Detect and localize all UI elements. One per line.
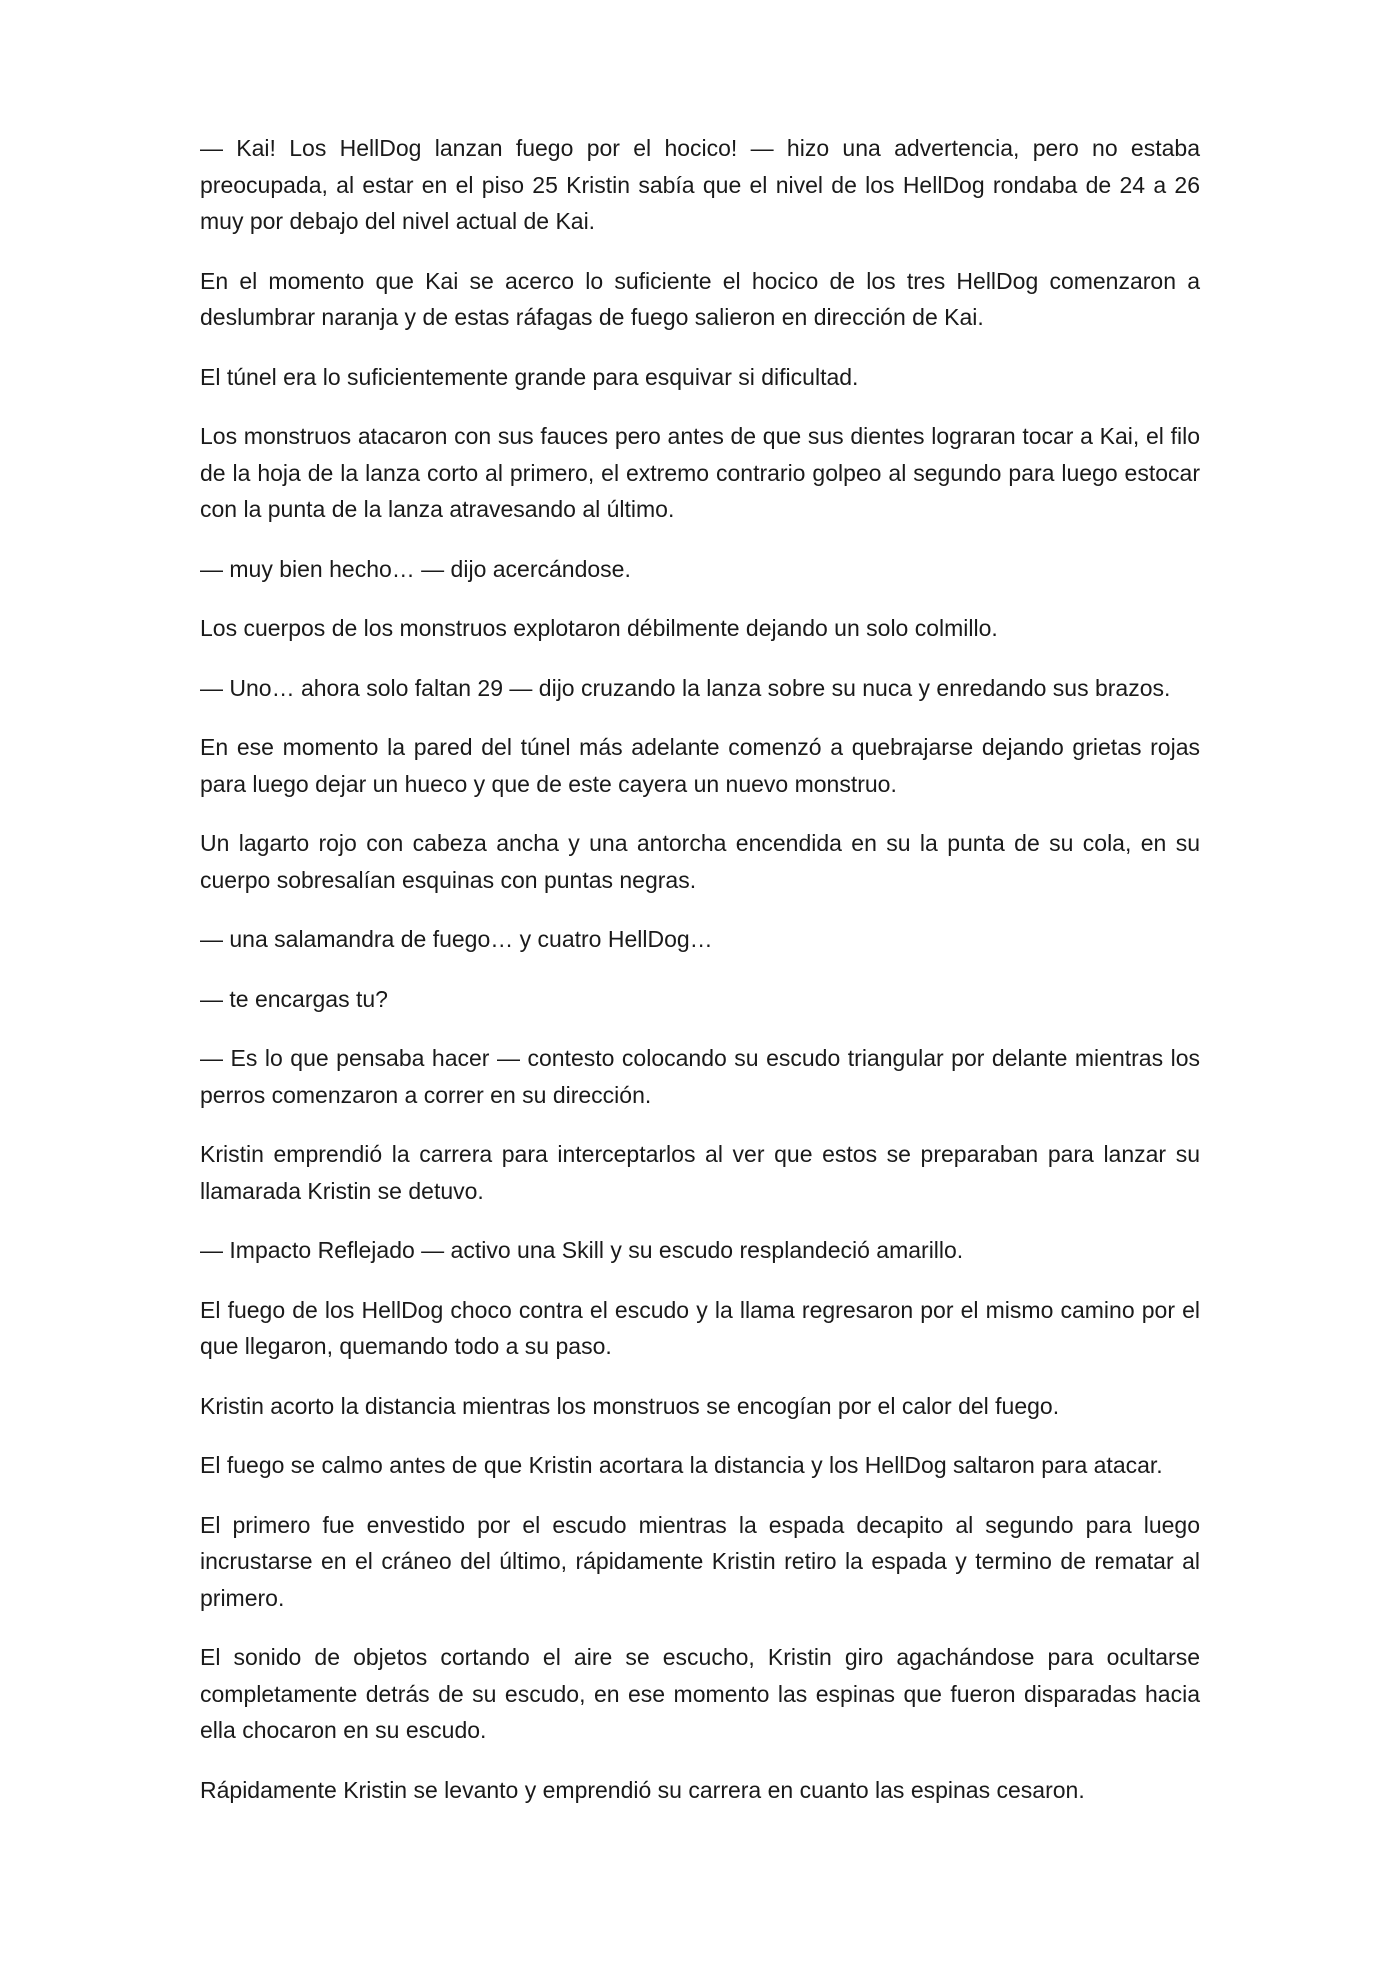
paragraph: — te encargas tu? [200, 985, 388, 1012]
paragraph: — Es lo que pensaba hacer — contesto colocando su escudo triangular por delante mientras los perros comenzaron a correr en su dirección. [200, 1045, 1200, 1108]
paragraph: Rápidamente Kristin se levanto y emprendió su carrera en cuanto las espinas cesaron. [200, 1776, 1085, 1803]
paragraph: En ese momento la pared del túnel más adelante comenzó a quebrajarse dejando grietas rojas para luego dejar un hueco y que de este cayera un nuevo monstruo. [200, 734, 1200, 797]
paragraph: El túnel era lo suficientemente grande para esquivar si dificultad. [200, 363, 859, 390]
paragraph: En el momento que Kai se acerco lo suficiente el hocico de los tres HellDog comenzaron a deslumbrar naranja y de estas ráfagas de fuego salieron en dirección de Kai. [200, 267, 1200, 330]
paragraph: El primero fue envestido por el escudo mientras la espada decapito al segundo para luego incrustarse en el cráneo del último, rápidamente Kristin retiro la espada y termino de rematar al primero. [200, 1511, 1200, 1611]
paragraph: — Uno… ahora solo faltan 29 — dijo cruzando la lanza sobre su nuca y enredando sus brazos. [200, 674, 1171, 701]
paragraph: Los monstruos atacaron con sus fauces pero antes de que sus dientes lograran tocar a Kai, el filo de la hoja de la lanza corto al primero, el extremo contrario golpeo al segundo para luego estocar con la punta de la lanza atravesando al último. [200, 423, 1200, 522]
paragraph: El sonido de objetos cortando el aire se escucho, Kristin giro agachándose para ocultarse completamente detrás de su escudo, en ese momento las espinas que fueron disparadas hacia ella chocaron en su escudo. [200, 1644, 1200, 1743]
paragraph: Un lagarto rojo con cabeza ancha y una antorcha encendida en su la punta de su cola, en su cuerpo sobresalían esquinas con puntas negras. [200, 830, 1200, 893]
paragraph: — una salamandra de fuego… y cuatro HellDog… [200, 926, 713, 952]
paragraph: El fuego de los HellDog choco contra el escudo y la llama regresaron por el mismo camino por el que llegaron, quemando todo a su paso. [200, 1296, 1200, 1359]
paragraph: El fuego se calmo antes de que Kristin acortara la distancia y los HellDog saltaron para atacar. [200, 1452, 1163, 1478]
paragraph: Kristin emprendió la carrera para interceptarlos al ver que estos se preparaban para lanzar su llamarada Kristin se detuvo. [200, 1141, 1200, 1204]
paragraph: — Kai! Los HellDog lanzan fuego por el hocico! — hizo una advertencia, pero no estaba preocupada, al estar en el piso 25 Kristin sabía que el nivel de los HellDog rondaba de 24 a 26 muy por debajo del nivel actual de Kai. [200, 135, 1200, 234]
document-body [200, 130, 1200, 1831]
paragraph: — Impacto Reflejado — activo una Skill y su escudo resplandeció amarillo. [200, 1237, 964, 1263]
paragraph: — muy bien hecho… — dijo acercándose. [200, 555, 631, 582]
paragraph: Los cuerpos de los monstruos explotaron débilmente dejando un solo colmillo. [200, 615, 998, 641]
paragraph: Kristin acorto la distancia mientras los monstruos se encogían por el calor del fuego. [200, 1392, 1060, 1419]
